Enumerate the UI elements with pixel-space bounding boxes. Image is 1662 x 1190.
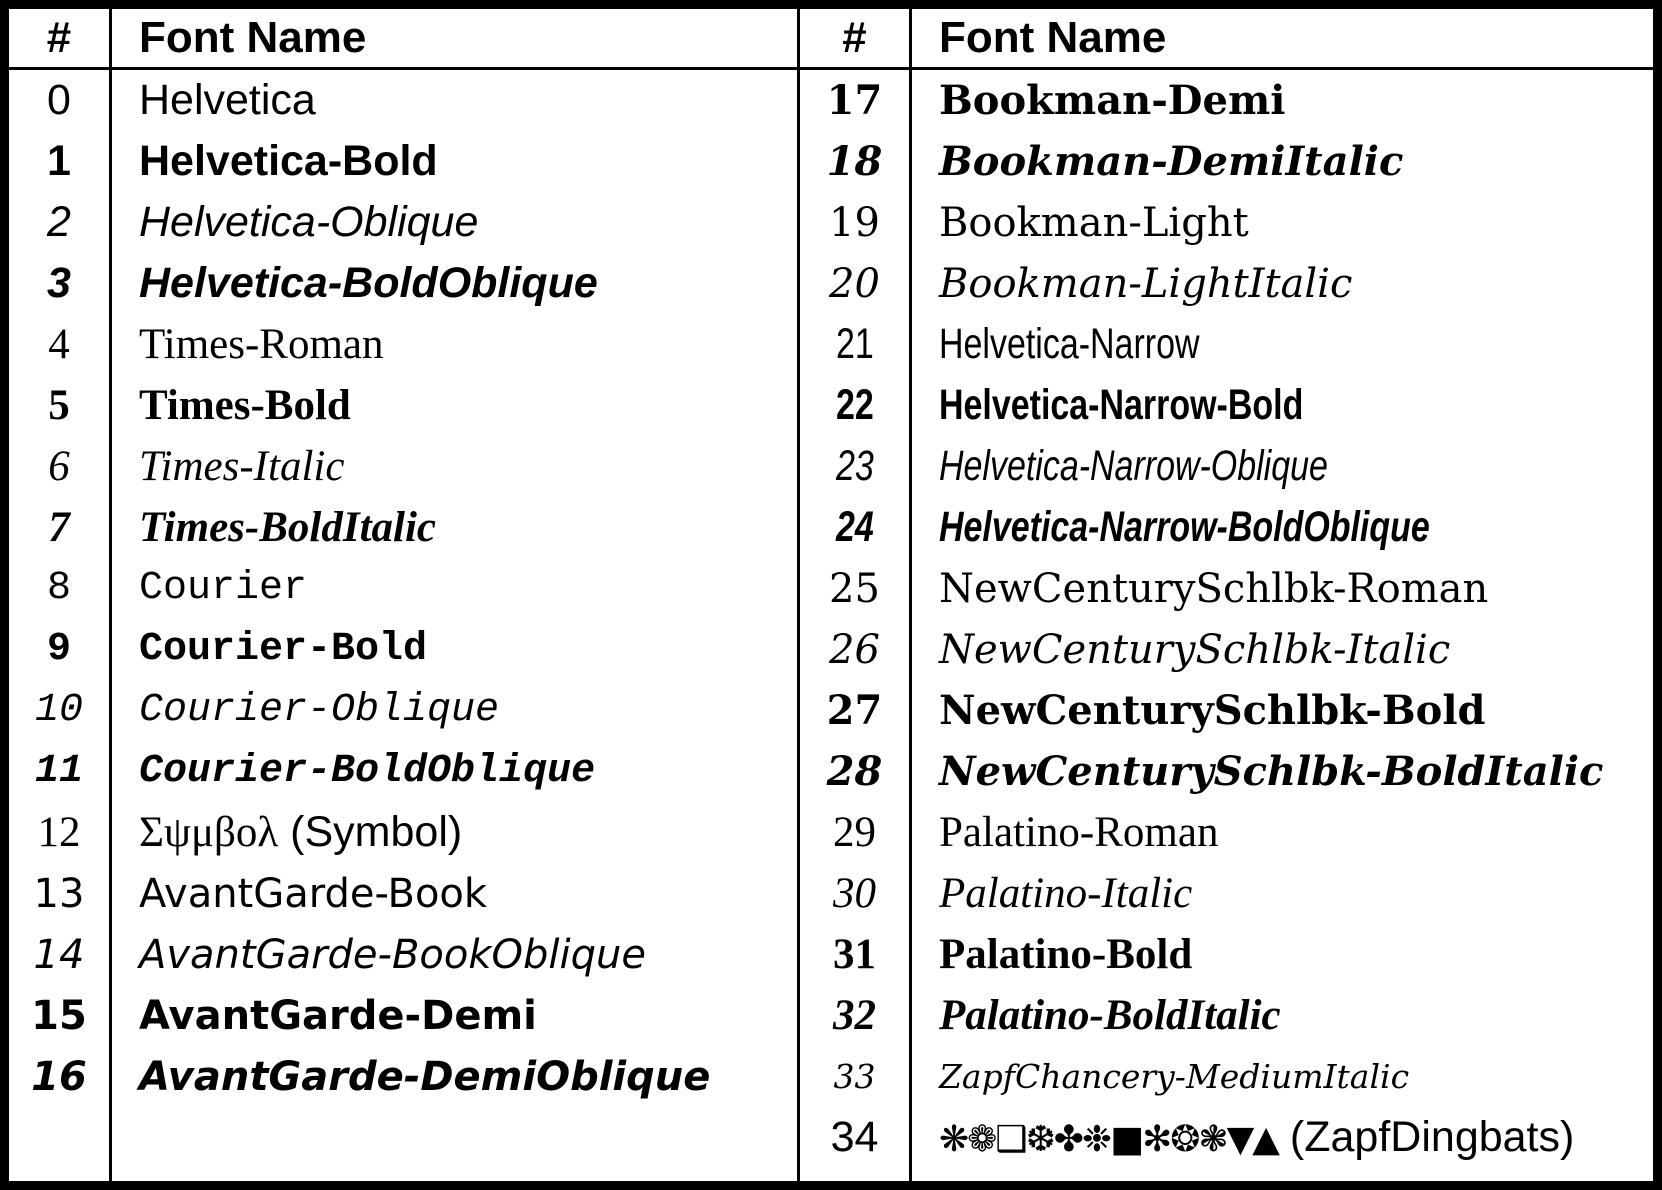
font-name: AvantGarde-Demi (139, 992, 537, 1039)
font-name-cell (112, 863, 800, 924)
font-name: Bookman-Light (939, 199, 1249, 246)
font-name: Helvetica (139, 76, 316, 124)
table-row (9, 985, 1653, 1046)
font-number: 13 (33, 870, 85, 917)
font-name-cell (112, 375, 800, 436)
font-number: 29 (833, 809, 876, 856)
font-number: 7 (48, 504, 70, 551)
font-number-cell (800, 558, 912, 619)
font-number: 4 (48, 321, 70, 368)
font-number-cell (9, 1107, 112, 1168)
font-name: Helvetica-BoldOblique (139, 259, 598, 307)
font-name: Courier (139, 565, 308, 611)
font-number-cell (800, 497, 912, 558)
font-name: Σψμβολ (139, 809, 279, 856)
font-number: 26 (829, 626, 880, 673)
font-name-cell (912, 1107, 1653, 1168)
font-number-cell (800, 192, 912, 253)
empty-cell (112, 1168, 800, 1181)
font-number-cell (9, 375, 112, 436)
font-name: NewCenturySchlbk-Italic (939, 626, 1451, 673)
font-number: 34 (830, 1113, 879, 1161)
font-name-cell (112, 436, 800, 497)
font-number-cell (800, 741, 912, 802)
font-name-cell (912, 558, 1653, 619)
font-name-cell (112, 192, 800, 253)
font-name-cell (112, 131, 800, 192)
font-name-cell (112, 802, 800, 863)
font-name: Bookman-DemiItalic (939, 137, 1404, 185)
table-row (9, 924, 1653, 985)
table-row (9, 314, 1653, 375)
font-name-cell (912, 985, 1653, 1046)
font-number-cell (9, 70, 112, 131)
font-name: NewCenturySchlbk-BoldItalic (939, 747, 1604, 795)
table-row (9, 70, 1653, 131)
font-number-cell (9, 802, 112, 863)
font-name: Times-BoldItalic (139, 504, 436, 551)
font-name-cell (912, 619, 1653, 680)
font-number: 3 (47, 259, 71, 307)
font-number: 21 (835, 320, 874, 368)
font-number: 17 (826, 76, 883, 124)
font-number-cell (800, 985, 912, 1046)
font-number-cell (9, 924, 112, 985)
font-number: 16 (31, 1053, 87, 1100)
font-number-cell (9, 1046, 112, 1107)
font-number: 5 (48, 382, 70, 429)
font-number-cell (9, 436, 112, 497)
font-number-cell (800, 436, 912, 497)
font-number: 25 (829, 565, 880, 612)
font-number: 23 (835, 442, 874, 490)
font-name-cell (912, 741, 1653, 802)
font-name-cell (912, 863, 1653, 924)
font-number: 22 (835, 381, 874, 429)
font-number-cell (800, 253, 912, 314)
font-name-cell (112, 741, 800, 802)
font-number: 30 (833, 870, 876, 917)
font-name: Times-Bold (139, 382, 351, 429)
font-name-cell (912, 253, 1653, 314)
font-number-cell (9, 192, 112, 253)
table-row (9, 192, 1653, 253)
font-name: AvantGarde-BookOblique (139, 931, 646, 978)
font-number-cell (9, 619, 112, 680)
font-name-cell (112, 619, 800, 680)
font-name-cell (112, 680, 800, 741)
font-name-cell (112, 70, 800, 131)
font-number-cell (800, 1046, 912, 1107)
font-number-cell (9, 985, 112, 1046)
font-name: ❋❁❑❆✤❉■✻❂❃▼▲ (939, 1119, 1278, 1160)
font-name: Helvetica-Oblique (139, 198, 479, 246)
font-name-cell (112, 314, 800, 375)
font-name-cell (912, 436, 1653, 497)
font-number: 20 (829, 260, 880, 307)
font-name: Helvetica-Narrow-Oblique (939, 442, 1328, 490)
font-number: 1 (47, 137, 71, 185)
font-number-cell (800, 1107, 912, 1168)
table-row (9, 741, 1653, 802)
font-name: ZapfChancery-MediumItalic (939, 1057, 1410, 1096)
table-row (9, 436, 1653, 497)
font-name: Courier-BoldOblique (139, 748, 596, 794)
font-number-cell (800, 680, 912, 741)
font-name: Bookman-LightItalic (939, 260, 1353, 307)
font-name: Palatino-Roman (939, 809, 1219, 856)
font-number-cell (9, 131, 112, 192)
table-row (9, 558, 1653, 619)
font-number: 18 (826, 137, 883, 185)
font-number: 6 (48, 443, 70, 490)
font-name: Courier-Bold (139, 626, 428, 672)
font-name: NewCenturySchlbk-Roman (939, 565, 1489, 612)
font-name-cell (112, 558, 800, 619)
font-name: Times-Italic (139, 443, 345, 490)
table-row (9, 619, 1653, 680)
column-header-number-right: # (800, 9, 912, 70)
font-number-cell (9, 314, 112, 375)
font-number: 28 (826, 747, 883, 795)
font-name: AvantGarde-DemiOblique (139, 1053, 711, 1100)
table-row (9, 131, 1653, 192)
empty-cell (9, 1168, 112, 1181)
table-row (9, 863, 1653, 924)
font-name-cell (912, 70, 1653, 131)
font-name-cell (912, 497, 1653, 558)
font-number-cell (800, 131, 912, 192)
font-number: 12 (37, 809, 81, 856)
font-number: 14 (33, 931, 85, 978)
font-number-cell (800, 375, 912, 436)
font-number: 9 (46, 626, 71, 672)
font-number-cell (9, 741, 112, 802)
font-number: 19 (829, 199, 880, 246)
font-number-cell (9, 558, 112, 619)
font-name-cell (112, 497, 800, 558)
font-name: Helvetica-Narrow (939, 320, 1200, 368)
font-name: Bookman-Demi (939, 76, 1286, 124)
font-number-cell (800, 314, 912, 375)
font-name-cell (912, 1046, 1653, 1107)
font-name: Helvetica-Bold (139, 137, 438, 185)
table-header (9, 9, 1653, 70)
font-number: 0 (47, 76, 71, 124)
font-number: 32 (833, 992, 876, 1039)
font-number-cell (800, 619, 912, 680)
column-header-number-left: # (9, 9, 112, 70)
font-name-cell (912, 375, 1653, 436)
table-row (9, 1107, 1653, 1168)
font-number-cell (800, 863, 912, 924)
font-number: 27 (826, 686, 883, 734)
font-number: 33 (833, 1057, 876, 1096)
column-header-font-name-right: Font Name (912, 9, 1653, 70)
table-row (9, 375, 1653, 436)
font-number: 15 (31, 992, 87, 1039)
font-name-cell (112, 1107, 800, 1168)
font-name: AvantGarde-Book (139, 870, 488, 917)
font-number: 10 (34, 687, 83, 733)
font-name: Palatino-Bold (939, 931, 1193, 978)
table-row (9, 802, 1653, 863)
font-name-cell (912, 680, 1653, 741)
filler-row (9, 1168, 1653, 1181)
font-name: Courier-Oblique (139, 687, 500, 733)
font-number-cell (9, 863, 112, 924)
font-name-cell (912, 192, 1653, 253)
font-number: 31 (833, 931, 876, 978)
table-row (9, 497, 1653, 558)
font-name-cell (912, 314, 1653, 375)
font-number-cell (800, 924, 912, 985)
font-name-cell (912, 924, 1653, 985)
table-body (9, 70, 1653, 1181)
table-row (9, 253, 1653, 314)
font-number-cell (800, 70, 912, 131)
table-row (9, 1046, 1653, 1107)
font-number: 2 (47, 198, 71, 246)
font-name-suffix: (Symbol) (278, 808, 463, 856)
font-name: NewCenturySchlbk-Bold (939, 686, 1486, 734)
column-header-font-name-left: Font Name (112, 9, 800, 70)
font-name-cell (112, 924, 800, 985)
empty-cell (912, 1168, 1653, 1181)
table-row (9, 680, 1653, 741)
font-name-cell (912, 802, 1653, 863)
header-row (9, 9, 1653, 70)
font-number: 11 (34, 748, 83, 794)
font-number-cell (9, 253, 112, 314)
font-number-cell (800, 802, 912, 863)
font-name: Helvetica-Narrow-BoldOblique (939, 503, 1430, 551)
font-name-cell (112, 985, 800, 1046)
font-name-cell (912, 131, 1653, 192)
font-name: Helvetica-Narrow-Bold (939, 381, 1304, 429)
font-number: 24 (835, 503, 874, 551)
font-number-cell (9, 680, 112, 741)
font-name-cell (112, 1046, 800, 1107)
font-name: Palatino-BoldItalic (939, 992, 1281, 1039)
font-number: 8 (46, 565, 71, 611)
font-number-cell (9, 497, 112, 558)
font-name: Palatino-Italic (939, 870, 1193, 917)
font-name-suffix: (ZapfDingbats) (1277, 1113, 1575, 1161)
font-name: Times-Roman (139, 321, 384, 368)
empty-cell (800, 1168, 912, 1181)
font-name-cell (112, 253, 800, 314)
